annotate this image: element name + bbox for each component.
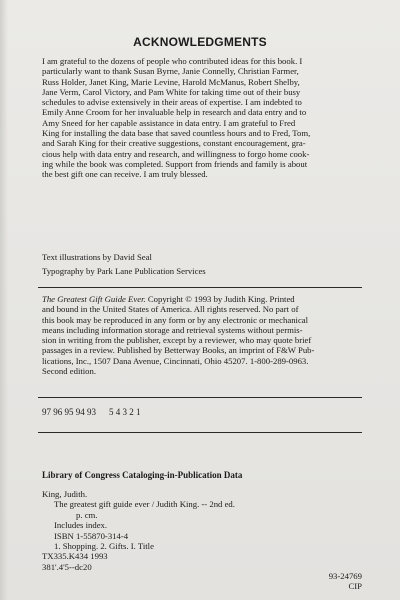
ack-line: cious help with data entry and research, and willingness to forgo home cook- [42,148,310,159]
cip-dewey: 381'.4'5--dc20 [42,561,92,572]
printing-years: 97 96 95 94 93 [42,407,96,417]
cip-pages: p. cm. [76,509,98,520]
ack-line: schedules to advise extensively in their areas of expertise. I am indebted to [42,97,302,108]
cip-heading: Library of Congress Cataloging-in-Publication Data [42,470,243,480]
cip-control-block [329,571,362,592]
copyright-notice [42,294,363,376]
ack-line: ing while the book was completed. Support from friends and family is about [42,158,308,169]
copyright-line [42,294,363,304]
ack-line: Russ Holder, Janet King, Marie Levine, Harold McManus, Robert Shelby, [42,76,300,87]
cip-label: CIP [348,581,362,592]
ack-line: Jane Verm, Carol Victory, and Pam White for taking time out of their busy [42,86,301,97]
copyright-line: Second edition. [42,366,97,377]
copyright-line: this book may be reproduced in any form or by any electronic or mechanical [42,314,309,325]
ack-line: particularly want to thank Susan Byrne, Janie Connelly, Christian Farmer, [42,66,299,77]
ack-line: King for installing the data base that saved countless hours and to Fred, Tom, [42,128,311,139]
printing-line [42,407,141,417]
ack-line: Emily Anne Croom for her invaluable help in research and data entry and to [42,107,307,118]
cip-lc-class: TX335.K434 1993 [42,551,108,562]
copyright-line: passages in a review. Published by Betterway Books, an imprint of F&W Pub- [42,345,315,356]
ack-line: Amy Sneed for her capable assistance in data entry. I am grateful to Fred [42,117,296,128]
copyright-text: Copyright © 1993 by Judith King. Printed [145,294,295,304]
acknowledgments-paragraph [42,56,363,180]
book-title: The Greatest Gift Guide Ever. [42,294,146,304]
page-title: ACKNOWLEDGMENTS [133,35,267,49]
printing-impressions: 5 4 3 2 1 [109,407,141,417]
ack-line: the best gift one can receive. I am truly blessed. [42,169,208,180]
ack-line: and Sarah King for their creative suggestions, constant encouragement, gra- [42,138,306,149]
divider-middle [38,397,362,398]
divider-bottom [38,432,362,433]
cip-subjects: 1. Shopping. 2. Gifts. I. Title [54,541,154,552]
cip-index: Includes index. [54,520,108,531]
illustration-credit: Text illustrations by David Seal [42,252,152,262]
cip-isbn: ISBN 1-55870-314-4 [54,530,129,541]
cip-title: The greatest gift guide ever / Judith King. -- 2nd ed. [54,499,235,510]
typography-credit: Typography by Park Lane Publication Services [42,266,206,276]
cip-record [42,489,235,572]
copyright-line: lications, Inc., 1507 Dana Avenue, Cincinnati, Ohio 45207. 1-800-289-0963. [42,355,309,366]
cip-control-number: 93-24769 [328,571,362,581]
credits-block [42,250,363,278]
copyright-line: sion in writing from the publisher, except by a reviewer, who may quote brief [42,335,312,346]
cip-author: King, Judith. [42,489,88,499]
ack-line: I am grateful to the dozens of people who contributed ideas for this book. I [42,56,303,66]
copyright-line: means including information storage and retrieval systems without permis- [42,324,303,335]
divider-top [38,287,362,288]
copyright-line: and bound in the United States of America. All rights reserved. No part of [42,304,299,315]
